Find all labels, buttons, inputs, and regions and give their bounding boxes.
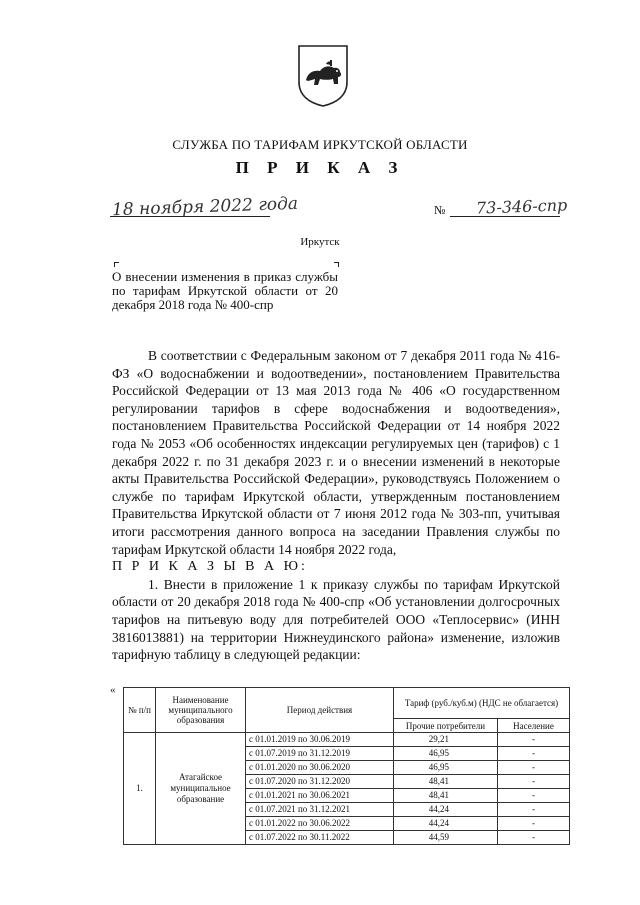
city: Иркутск xyxy=(300,236,340,248)
municipality-name: Атагайское муниципальное образование xyxy=(156,733,246,845)
period-cell: с 01.07.2021 по 31.12.2021 xyxy=(246,803,394,817)
population-tariff-cell: - xyxy=(498,761,570,775)
period-cell: с 01.07.2019 по 31.12.2019 xyxy=(246,747,394,761)
opening-quote: « xyxy=(110,684,116,696)
population-tariff-cell: - xyxy=(498,789,570,803)
other-tariff-cell: 46,95 xyxy=(394,747,498,761)
subject-corner-right xyxy=(334,262,339,267)
other-tariff-cell: 48,41 xyxy=(394,775,498,789)
population-tariff-cell: - xyxy=(498,747,570,761)
population-tariff-cell: - xyxy=(498,775,570,789)
preamble-paragraph: В соответствии с Федеральным законом от 7 декабря 2011 года № 416-ФЗ «О водоснабжении и водоотведении», постановлением Правительства Российской Федерации от 13 мая 2013 года № 406 «О государственном регулировании тарифов в сфере водоснабжения и водоотведения», постановлением Правительства Российской Федерации от 14 ноября 2022 года № 2053 «Об особенностях индексации регулируемых цен (тарифов) с 1 декабря 2022 г. по 31 декабря 2023 г. и о внесении изменений в некоторые акты Правительства Российской Федерации», руководствуясь Положением о службе по тарифам Иркутской области, утвержденным постановлением Правительства Иркутской области от 7 июня 2012 года № 303-пп, учитывая итоги рассмотрения данного вопроса на заседании Правления службы по тарифам Иркутской области 14 ноября 2022 года, xyxy=(112,348,560,557)
number-underline xyxy=(450,216,560,217)
period-cell: с 01.01.2020 по 30.06.2020 xyxy=(246,761,394,775)
other-tariff-cell: 44,24 xyxy=(394,817,498,831)
header-municipality: Наименование муниципального образования xyxy=(156,688,246,733)
period-cell: с 01.01.2019 по 30.06.2019 xyxy=(246,733,394,747)
order-heading: П Р И К А З Ы В А Ю: xyxy=(112,559,308,575)
tariff-table xyxy=(123,687,570,845)
handwritten-number: 73-346-спр xyxy=(475,195,568,218)
header-num: № п/п xyxy=(124,688,156,733)
item-1-paragraph: 1. Внести в приложение 1 к приказу службы по тарифам Иркутской области от 20 декабря 2018 года № 400-спр «Об установлении долгосрочных тарифов на питьевую воду для потребителей ООО «Теплосервис» (ИНН 3816013881) на территории Нижнеудинского района» изменение, изложив тарифную таблицу в следующей редакции: xyxy=(112,576,560,663)
number-sign: № xyxy=(434,203,446,217)
organization-name: СЛУЖБА ПО ТАРИФАМ ИРКУТСКОЙ ОБЛАСТИ xyxy=(172,137,468,152)
header-tariff: Тариф (руб./куб.м) (НДС не облагается) xyxy=(394,688,570,719)
coat-of-arms-emblem-icon xyxy=(296,44,350,108)
table-row xyxy=(124,733,570,747)
population-tariff-cell: - xyxy=(498,831,570,845)
header-population: Население xyxy=(498,719,570,733)
header-other-consumers: Прочие потребители xyxy=(394,719,498,733)
other-tariff-cell: 44,24 xyxy=(394,803,498,817)
period-cell: с 01.07.2020 по 31.12.2020 xyxy=(246,775,394,789)
subject-corner-left xyxy=(114,262,119,267)
period-cell: с 01.07.2022 по 30.11.2022 xyxy=(246,831,394,845)
other-tariff-cell: 29,21 xyxy=(394,733,498,747)
population-tariff-cell: - xyxy=(498,733,570,747)
header-period: Период действия xyxy=(246,688,394,733)
document-body xyxy=(112,347,560,664)
other-tariff-cell: 48,41 xyxy=(394,789,498,803)
document-subject: О внесении изменения в приказ службы по тарифам Иркутской области от 20 декабря 2018 года № 400-спр xyxy=(112,269,338,312)
document-title: П Р И К А З xyxy=(235,158,405,177)
period-cell: с 01.01.2021 по 30.06.2021 xyxy=(246,789,394,803)
period-cell: с 01.01.2022 по 30.06.2022 xyxy=(246,817,394,831)
date-underline xyxy=(110,216,270,217)
other-tariff-cell: 46,95 xyxy=(394,761,498,775)
population-tariff-cell: - xyxy=(498,803,570,817)
row-number: 1. xyxy=(124,733,156,845)
population-tariff-cell: - xyxy=(498,817,570,831)
other-tariff-cell: 44,59 xyxy=(394,831,498,845)
handwritten-date: 18 ноября 2022 года xyxy=(111,193,299,221)
